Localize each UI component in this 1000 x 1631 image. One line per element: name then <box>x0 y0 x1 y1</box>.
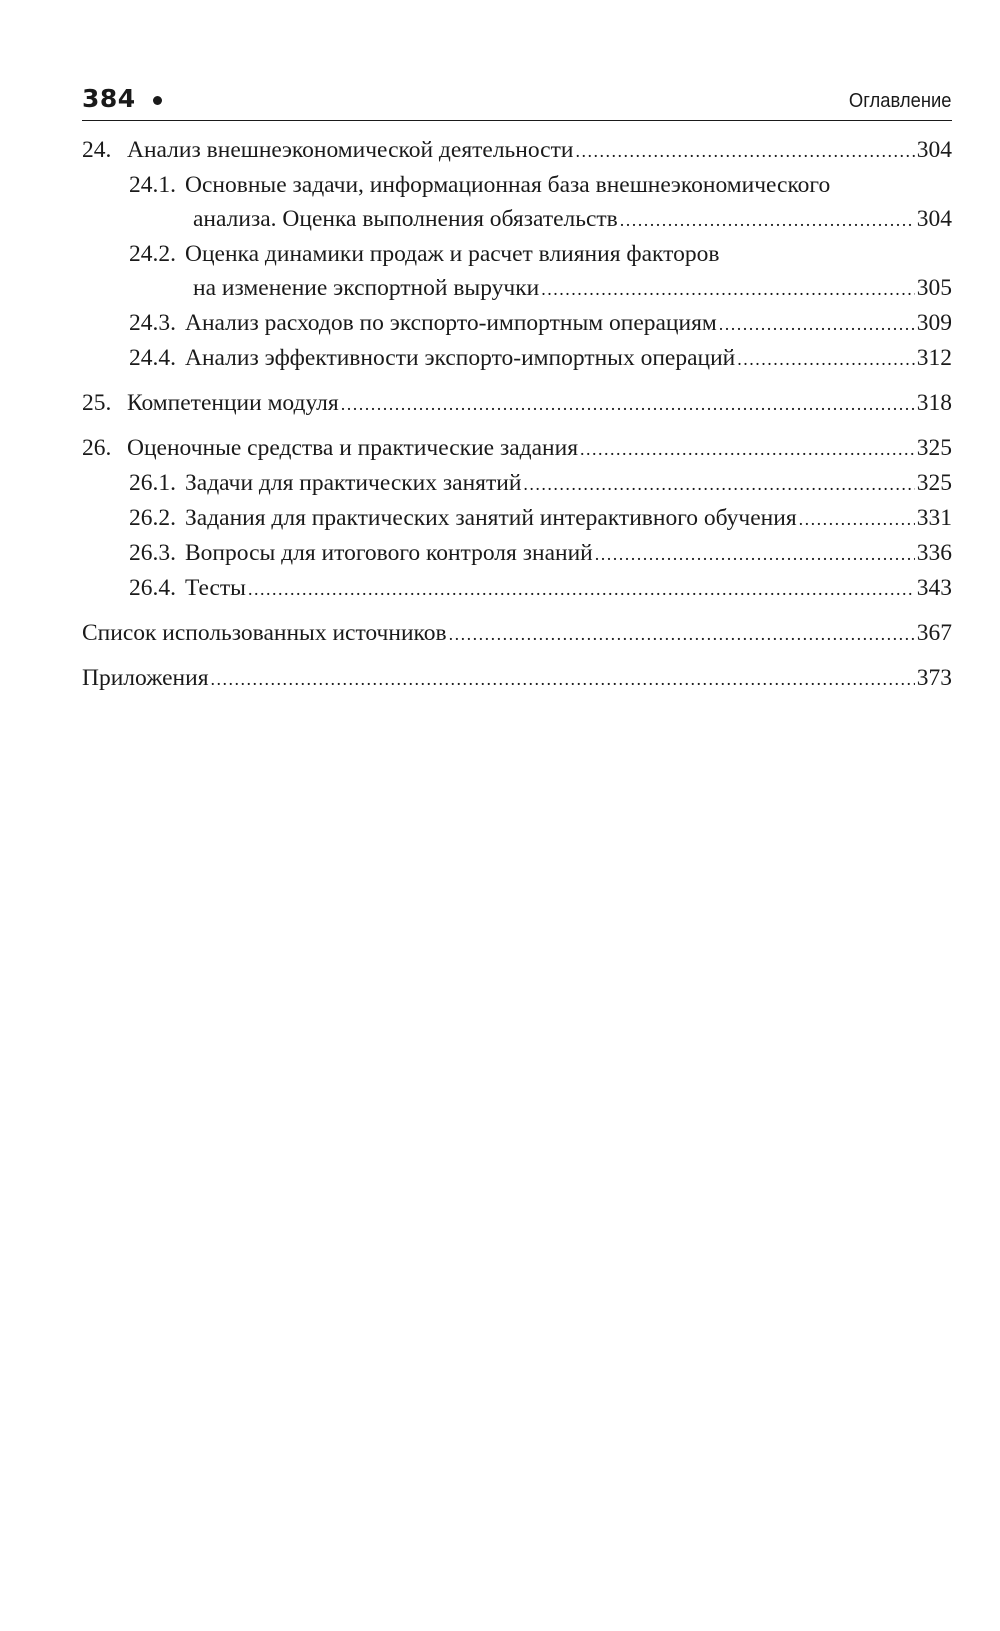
toc-entry-title: Компетенции модуля <box>127 390 339 416</box>
toc-entry-page: 373 <box>916 665 952 691</box>
table-of-contents <box>82 133 952 696</box>
toc-entry-page: 336 <box>916 540 952 566</box>
toc-entry-page: 304 <box>916 206 952 232</box>
toc-entry-24[interactable] <box>82 133 952 168</box>
toc-entry-number: 26.4. <box>129 575 176 601</box>
toc-entry-page: 312 <box>916 345 952 371</box>
leader-dots <box>248 572 915 606</box>
leader-dots <box>575 134 914 168</box>
toc-entry-title-line1: Оценка динамики продаж и расчет влияния факторов <box>185 241 720 267</box>
toc-entry-26-3[interactable] <box>82 536 952 571</box>
leader-dots <box>541 272 915 306</box>
toc-entry-title: Тесты <box>185 575 246 601</box>
toc-entry-title: Список использованных источников <box>82 620 447 646</box>
running-head: Оглавление <box>849 90 952 112</box>
toc-entry-24-3[interactable] <box>82 306 952 341</box>
toc-entry-references[interactable] <box>82 616 952 651</box>
leader-dots <box>449 617 915 651</box>
bullet-icon <box>153 96 162 105</box>
toc-entry-title: Приложения <box>82 665 209 691</box>
toc-entry-page: 367 <box>916 620 952 646</box>
toc-entry-page: 325 <box>916 435 952 461</box>
toc-entry-title: Анализ внешнеэкономической деятельности <box>127 137 574 163</box>
toc-entry-page: 309 <box>916 310 952 336</box>
toc-entry-number: 24. <box>82 137 112 163</box>
toc-entry-number: 26.1. <box>129 470 176 496</box>
toc-entry-page: 305 <box>916 275 952 301</box>
toc-entry-title: Анализ эффективности экспорто-импортных операций <box>185 345 736 371</box>
toc-entry-number: 25. <box>82 390 112 416</box>
toc-entry-24-2[interactable] <box>82 237 952 306</box>
page-number: 384 <box>82 84 136 113</box>
toc-entry-page: 331 <box>916 505 952 531</box>
leader-dots <box>737 342 915 376</box>
leader-dots <box>595 537 915 571</box>
toc-entry-title: анализа. Оценка выполнения обязательств <box>193 206 618 232</box>
book-page <box>82 82 952 696</box>
toc-entry-title: Задания для практических занятий интерактивного обучения <box>185 505 797 531</box>
leader-dots <box>580 432 915 466</box>
leader-dots <box>799 502 915 536</box>
leader-dots <box>341 387 915 421</box>
toc-entry-title-line1: Основные задачи, информационная база внешнеэкономического <box>185 172 831 198</box>
toc-entry-number: 24.3. <box>129 310 176 336</box>
leader-dots <box>211 662 915 696</box>
toc-entry-26-1[interactable] <box>82 466 952 501</box>
page-header <box>82 82 952 121</box>
toc-entry-title: на изменение экспортной выручки <box>193 275 540 301</box>
toc-entry-title: Вопросы для итогового контроля знаний <box>185 540 593 566</box>
toc-entry-24-1[interactable] <box>82 168 952 237</box>
toc-entry-number: 24.1. <box>129 172 176 198</box>
toc-entry-25[interactable] <box>82 386 952 421</box>
toc-entry-title: Анализ расходов по экспорто-импортным операциям <box>185 310 717 336</box>
toc-entry-24-4[interactable] <box>82 341 952 376</box>
toc-entry-number: 26.2. <box>129 505 176 531</box>
toc-entry-page: 304 <box>916 137 952 163</box>
toc-entry-26[interactable] <box>82 431 952 466</box>
leader-dots <box>523 467 914 501</box>
toc-entry-number: 24.2. <box>129 241 176 267</box>
toc-entry-page: 325 <box>916 470 952 496</box>
leader-dots <box>620 203 915 237</box>
toc-entry-26-4[interactable] <box>82 571 952 606</box>
toc-entry-page: 318 <box>916 390 952 416</box>
toc-entry-appendices[interactable] <box>82 661 952 696</box>
leader-dots <box>719 307 915 341</box>
toc-entry-title: Задачи для практических занятий <box>185 470 522 496</box>
toc-entry-26-2[interactable] <box>82 501 952 536</box>
toc-entry-page: 343 <box>916 575 952 601</box>
toc-entry-title: Оценочные средства и практические задания <box>127 435 579 461</box>
toc-entry-number: 24.4. <box>129 345 176 371</box>
toc-entry-number: 26. <box>82 435 112 461</box>
toc-entry-number: 26.3. <box>129 540 176 566</box>
